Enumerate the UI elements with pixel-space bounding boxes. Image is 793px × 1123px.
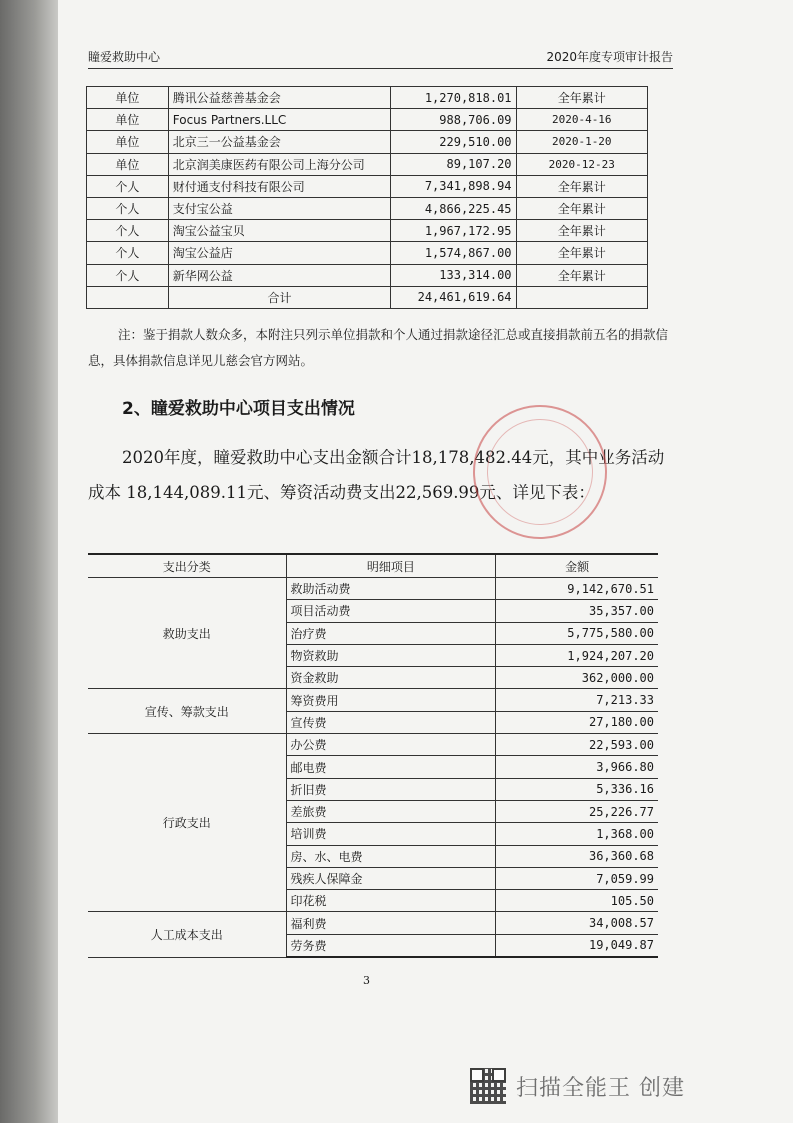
header-org: 瞳爱救助中心 (88, 50, 161, 64)
donation-amount: 229,510.00 (391, 131, 516, 153)
expense-item: 培训费 (286, 823, 496, 845)
expense-amount: 27,180.00 (496, 711, 658, 733)
expense-amount: 34,008.57 (496, 912, 658, 934)
expense-amount: 1,924,207.20 (496, 644, 658, 666)
donor-name: 北京三一公益基金会 (168, 131, 391, 153)
donor-type: 个人 (87, 197, 169, 219)
donation-row (87, 87, 648, 109)
expense-summary-paragraph: 2020年度，瞳爱救助中心支出金额合计18,178,482.44元，其中业务活动成本 18,144,089.11元、筹资活动费支出22,569.99元、详见下表： (88, 448, 665, 502)
donation-date: 2020-4-16 (516, 109, 647, 131)
expense-amount: 1,368.00 (496, 823, 658, 845)
expense-amount: 105.50 (496, 890, 658, 912)
expense-item: 差旅费 (286, 800, 496, 822)
donation-amount: 4,866,225.45 (391, 197, 516, 219)
total-empty-cell (87, 286, 169, 308)
expense-row (88, 734, 658, 756)
total-label: 合计 (168, 286, 391, 308)
expense-header-amount: 金额 (496, 554, 658, 578)
expense-item: 救助活动费 (286, 578, 496, 600)
expense-header-category: 支出分类 (88, 554, 286, 578)
donor-type: 单位 (87, 87, 169, 109)
expense-item: 资金救助 (286, 667, 496, 689)
expense-header-item: 明细项目 (286, 554, 496, 578)
expense-amount: 19,049.87 (496, 934, 658, 957)
donor-name: Focus Partners.LLC (168, 109, 391, 131)
donor-type: 个人 (87, 220, 169, 242)
expense-amount: 362,000.00 (496, 667, 658, 689)
donor-name: 支付宝公益 (168, 197, 391, 219)
donation-total-row (87, 286, 648, 308)
donation-row (87, 264, 648, 286)
qr-code-icon (470, 1068, 506, 1104)
donation-row (87, 109, 648, 131)
donation-amount: 133,314.00 (391, 264, 516, 286)
donation-amount: 7,341,898.94 (391, 175, 516, 197)
expense-item: 房、水、电费 (286, 845, 496, 867)
donor-type: 单位 (87, 131, 169, 153)
expense-category: 宣传、筹款支出 (88, 689, 286, 734)
donor-name: 淘宝公益店 (168, 242, 391, 264)
donation-table (86, 86, 648, 309)
donation-row (87, 153, 648, 175)
expense-table (88, 553, 658, 958)
donor-name: 财付通支付科技有限公司 (168, 175, 391, 197)
expense-category: 人工成本支出 (88, 912, 286, 957)
donation-date: 全年累计 (516, 87, 647, 109)
expense-item: 福利费 (286, 912, 496, 934)
expense-item: 邮电费 (286, 756, 496, 778)
expense-amount: 7,059.99 (496, 867, 658, 889)
expense-amount: 3,966.80 (496, 756, 658, 778)
donor-name: 北京润美康医药有限公司上海分公司 (168, 153, 391, 175)
donor-type: 单位 (87, 109, 169, 131)
donation-row (87, 131, 648, 153)
donation-date: 全年累计 (516, 175, 647, 197)
document-page (58, 0, 793, 1060)
donation-date: 全年累计 (516, 197, 647, 219)
donation-amount: 1,574,867.00 (391, 242, 516, 264)
expense-item: 项目活动费 (286, 600, 496, 622)
expense-amount: 7,213.33 (496, 689, 658, 711)
expense-amount: 35,357.00 (496, 600, 658, 622)
expense-category: 救助支出 (88, 578, 286, 689)
expense-row (88, 689, 658, 711)
donation-row (87, 220, 648, 242)
expense-item: 筹资费用 (286, 689, 496, 711)
donor-name: 新华网公益 (168, 264, 391, 286)
donation-row (87, 197, 648, 219)
donation-date: 2020-1-20 (516, 131, 647, 153)
expense-amount: 22,593.00 (496, 734, 658, 756)
donation-date: 全年累计 (516, 242, 647, 264)
expense-amount: 9,142,670.51 (496, 578, 658, 600)
donation-date: 全年累计 (516, 264, 647, 286)
donor-name: 淘宝公益宝贝 (168, 220, 391, 242)
section-title: 2、瞳爱救助中心项目支出情况 (122, 399, 355, 419)
expense-item: 办公费 (286, 734, 496, 756)
donation-amount: 1,967,172.95 (391, 220, 516, 242)
expense-item: 印花税 (286, 890, 496, 912)
donation-date: 2020-12-23 (516, 153, 647, 175)
scanner-watermark (470, 1066, 685, 1106)
red-seal-stamp (451, 383, 629, 561)
scan-left-edge (0, 0, 58, 1123)
expense-amount: 25,226.77 (496, 800, 658, 822)
expense-item: 治疗费 (286, 622, 496, 644)
donation-date: 全年累计 (516, 220, 647, 242)
page-number: 3 (363, 974, 370, 987)
expense-category: 行政支出 (88, 734, 286, 912)
expense-amount: 5,775,580.00 (496, 622, 658, 644)
expense-amount: 5,336.16 (496, 778, 658, 800)
expense-row (88, 578, 658, 600)
donation-row (87, 242, 648, 264)
page-header (88, 44, 673, 69)
header-report-title: 2020年度专项审计报告 (546, 50, 673, 64)
donor-type: 单位 (87, 153, 169, 175)
donor-name: 腾讯公益慈善基金会 (168, 87, 391, 109)
donation-note: 注：鉴于捐款人数众多，本附注只列示单位捐款和个人通过捐款途径汇总或直接捐款前五名的捐款信息，具体捐款信息详见儿慈会官方网站。 (88, 327, 669, 368)
total-amount: 24,461,619.64 (391, 286, 516, 308)
donor-type: 个人 (87, 264, 169, 286)
donor-type: 个人 (87, 242, 169, 264)
expense-item: 劳务费 (286, 934, 496, 957)
total-empty-date (516, 286, 647, 308)
watermark-text: 扫描全能王 创建 (516, 1075, 685, 1101)
donation-amount: 1,270,818.01 (391, 87, 516, 109)
donation-amount: 988,706.09 (391, 109, 516, 131)
expense-row (88, 912, 658, 934)
expense-amount: 36,360.68 (496, 845, 658, 867)
expense-item: 宣传费 (286, 711, 496, 733)
donation-row (87, 175, 648, 197)
donor-type: 个人 (87, 175, 169, 197)
expense-item: 残疾人保障金 (286, 867, 496, 889)
expense-item: 折旧费 (286, 778, 496, 800)
expense-item: 物资救助 (286, 644, 496, 666)
donation-amount: 89,107.20 (391, 153, 516, 175)
